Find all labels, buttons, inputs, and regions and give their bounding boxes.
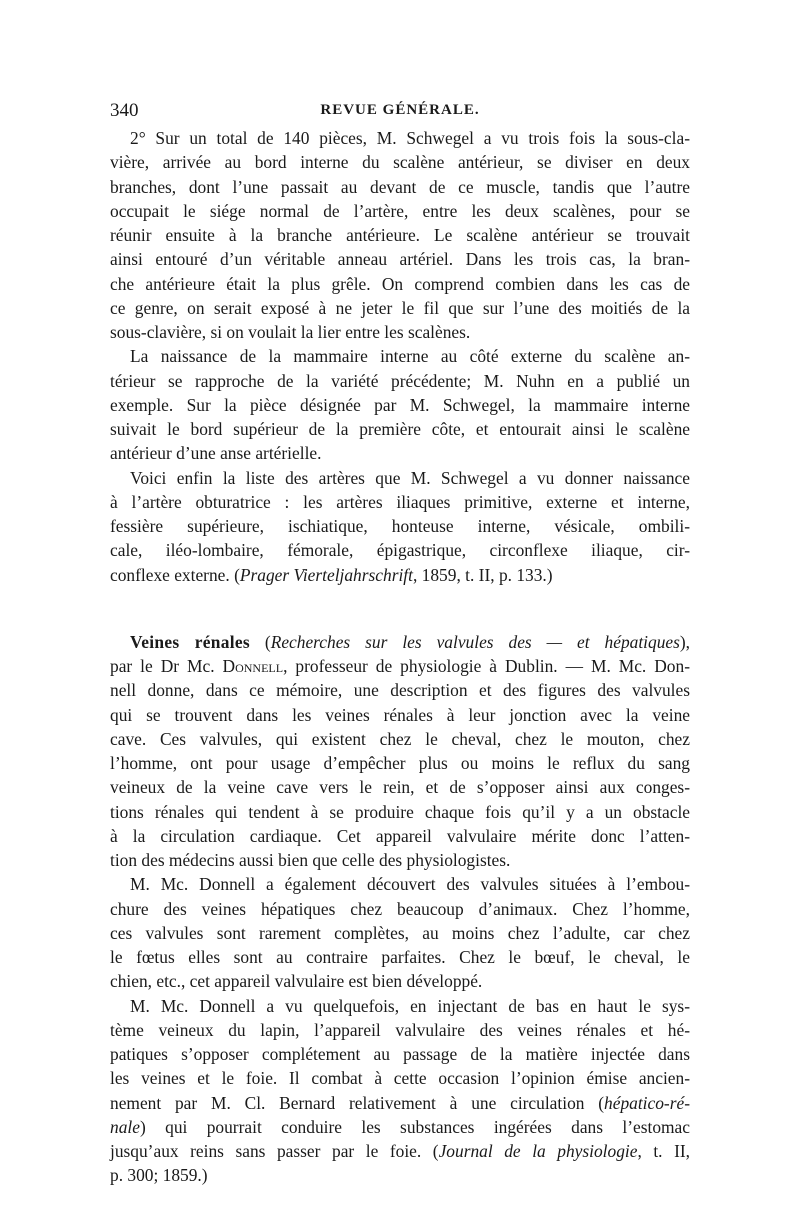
body-text (110, 126, 690, 1188)
paragraph-injection (110, 994, 690, 1188)
citation-journal: Prager Vierteljahrschrift (239, 564, 413, 585)
text-run: , professeur de physiologie à Dublin. — M. Mc. Don- (283, 656, 690, 676)
text-run: ( (249, 631, 271, 652)
text-line: 2° Sur un total de 140 pièces, M. Schwegel a vu trois fois la sous-cla- (130, 128, 690, 148)
text-line: occupait le siége normal de l’artère, entre les deux scalènes, pour se (110, 200, 690, 221)
text-line: chien, etc., cet appareil valvulaire est bien développé. (110, 971, 483, 992)
author-name: Donnell (222, 656, 284, 676)
text-line: à l’artère obturatrice : les artères iliaques primitive, externe et interne, (110, 491, 690, 512)
text-line: tions rénales qui tendent à se produire chaque fois qu’il y a un obstacle (110, 801, 690, 822)
paragraph-mammaire (110, 344, 690, 465)
page-number: 340 (110, 100, 139, 121)
text-line: suivait le bord supérieur de la première côte, et entourait ainsi le scalène (110, 419, 690, 439)
paragraph-subclavian (110, 126, 690, 344)
text-run: , t. II, (637, 1141, 691, 1161)
text-line: cale, iléo-lombaire, fémorale, épigastrique, circonflexe iliaque, cir- (110, 540, 690, 561)
text-line: veineux de la veine cave vers le rein, et de s’opposer ainsi aux conges- (110, 777, 690, 798)
text-line: exemple. Sur la pièce désignée par M. Schwegel, la mammaire interne (110, 394, 690, 415)
text-line: La naissance de la mammaire interne au côté externe du scalène an- (130, 346, 690, 367)
text-line (110, 630, 690, 654)
text-line: p. 300; 1859.) (110, 1165, 208, 1186)
page-header (110, 100, 690, 124)
text-run: ), (679, 631, 691, 652)
text-line (110, 1115, 690, 1139)
text-run: conflexe externe. ( (110, 564, 240, 585)
text-line: chure des veines hépatiques chez beaucoup d’animaux. Chez l’homme, (110, 898, 690, 919)
text-line: qui se trouvent dans les veines rénales à leur jonction avec la veine (110, 704, 690, 725)
text-line (110, 563, 690, 587)
paragraph-veines-hepatiques (110, 872, 690, 993)
text-line: che antérieure était la plus grêle. On comprend combien dans les cas de (110, 273, 690, 294)
text-line: nell donne, dans ce mémoire, une description et des figures des valvules (110, 680, 690, 701)
section-subtitle: Recherches sur les valvules des — et hépatiques (270, 631, 680, 652)
text-line: M. Mc. Donnell a vu quelquefois, en injectant de bas en haut le sys- (130, 995, 690, 1016)
text-run: ) qui pourrait conduire les substances ingérées dans l’estomac (139, 1116, 690, 1137)
text-line: antérieur d’une anse artérielle. (110, 443, 322, 464)
text-line: patiques s’opposer complétement au passage de la matière injectée dans (110, 1044, 690, 1064)
section-heading: Veines rénales (130, 631, 250, 652)
text-line: les veines et le foie. Il combat à cette occasion l’opinion émise ancien- (110, 1068, 690, 1089)
text-line: térieur se rapproche de la variété précédente; M. Nuhn en a publié un (110, 370, 690, 391)
text-line: M. Mc. Donnell a également découvert des valvules situées à l’embou- (130, 874, 690, 895)
text-line: vière, arrivée au bord interne du scalène antérieur, se diviser en deux (110, 152, 690, 173)
section-gap (110, 587, 690, 630)
text-line (110, 1091, 690, 1115)
running-title: REVUE GÉNÉRALE. (320, 102, 480, 118)
text-line: ainsi entouré d’un véritable anneau artériel. Dans les trois cas, la bran- (110, 249, 690, 270)
text-run: par le Dr Mc. (110, 656, 223, 676)
paragraph-obturatrice (110, 466, 690, 587)
paragraph-veines-renales (110, 630, 690, 873)
text-line: tion des médecins aussi bien que celle des physiologistes. (110, 850, 511, 870)
text-run-italic: nale (110, 1116, 140, 1137)
citation-journal: Journal de la physiologie (438, 1141, 638, 1161)
text-run: jusqu’aux reins sans passer par le foie. ( (110, 1141, 439, 1161)
text-line: branches, dont l’une passait au devant de ce muscle, tandis que l’autre (110, 176, 690, 197)
text-line (110, 1139, 690, 1163)
text-line: fessière supérieure, ischiatique, honteuse interne, vésicale, ombili- (110, 516, 690, 536)
text-line: réunir ensuite à la branche antérieure. Le scalène antérieur se trouvait (110, 225, 690, 245)
text-run: nement par M. Cl. Bernard relativement à une circulation ( (110, 1092, 605, 1113)
text-line: le fœtus elles sont au contraire parfaites. Chez le bœuf, le cheval, le (110, 947, 690, 967)
text-line: sous-clavière, si on voulait la lier entre les scalènes. (110, 322, 471, 342)
text-line (110, 654, 690, 678)
text-line: cave. Ces valvules, qui existent chez le cheval, chez le mouton, chez (110, 728, 690, 749)
text-line: ces valvules sont rarement complètes, au moins chez l’adulte, car chez (110, 922, 690, 943)
text-run-italic: hépatico-ré- (604, 1092, 690, 1113)
text-line: tème veineux du lapin, l’appareil valvulaire des veines rénales et hé- (110, 1019, 690, 1040)
text-line: à la circulation cardiaque. Cet appareil valvulaire mérite donc l’atten- (110, 825, 690, 846)
text-run: , 1859, t. II, p. 133.) (412, 564, 553, 585)
text-line: Voici enfin la liste des artères que M. Schwegel a vu donner naissance (130, 467, 690, 488)
text-line: ce genre, on serait exposé à ne jeter le fil que sur l’une des moitiés de la (110, 297, 690, 318)
text-line: l’homme, ont pour usage d’empêcher plus ou moins le reflux du sang (110, 753, 690, 773)
